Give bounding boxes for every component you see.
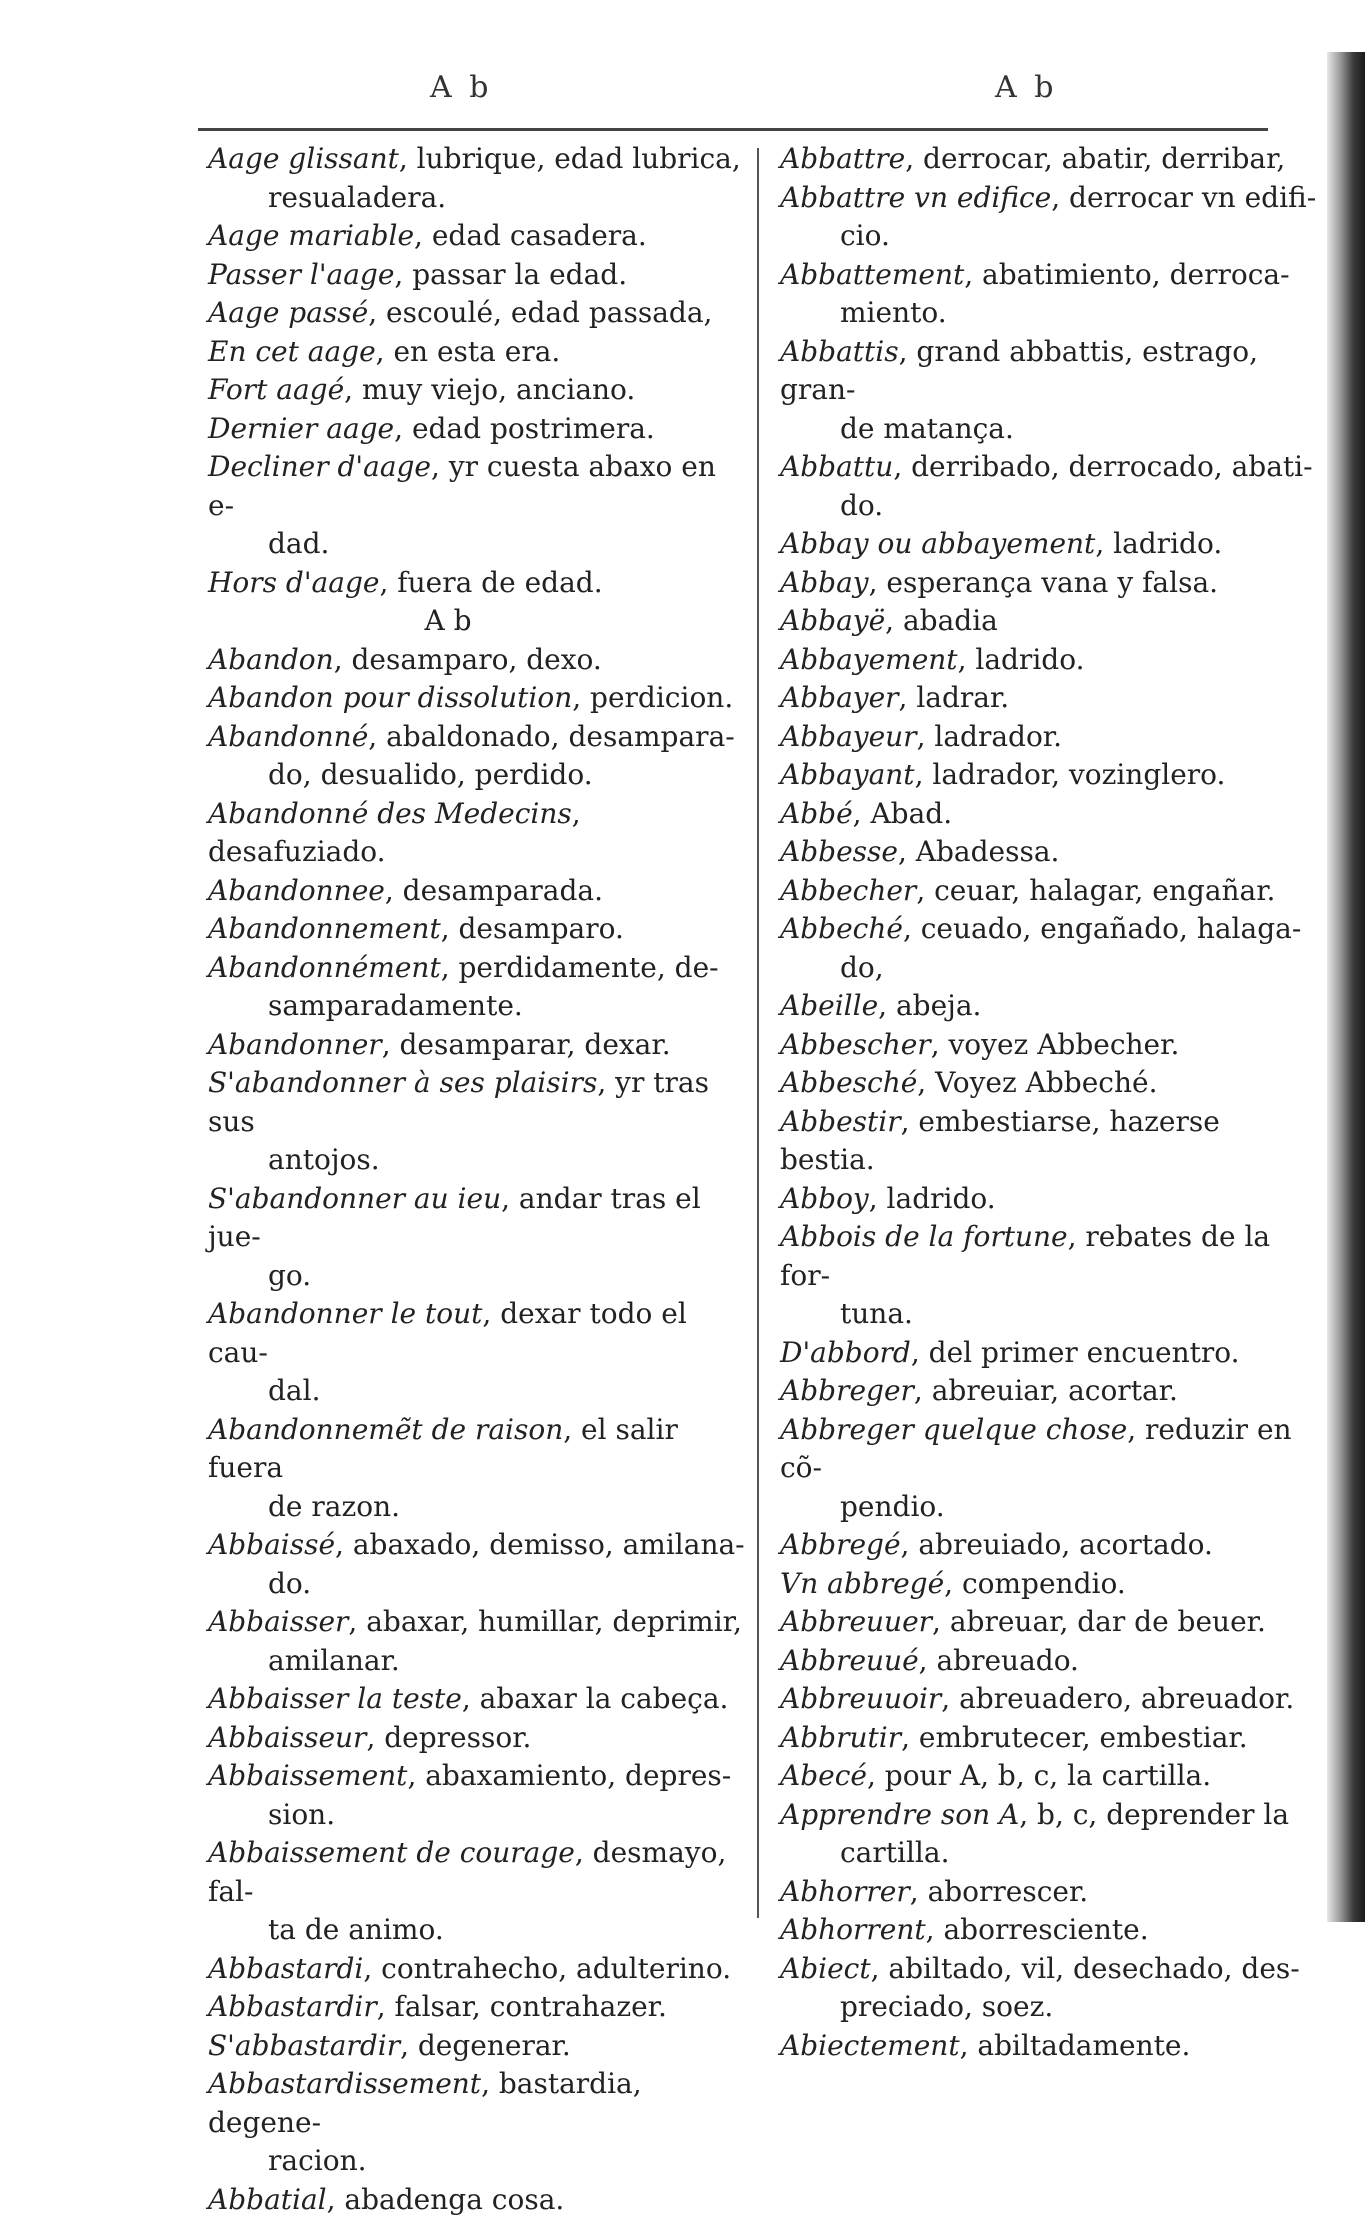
dictionary-entry: Abbastardi, contrahecho, adulterino. — [208, 1950, 748, 1989]
dictionary-entry: Abbay ou abbayement, ladrido. — [780, 525, 1320, 564]
dictionary-entry: Abandonnemẽt de raison, el salir fuera — [208, 1411, 748, 1488]
entry-continuation: amilanar. — [208, 1642, 748, 1681]
entry-continuation: miento. — [780, 294, 1320, 333]
dictionary-entry: Abandonnément, perdidamente, de- — [208, 949, 748, 988]
column-divider — [757, 148, 759, 1918]
entry-continuation: do. — [780, 487, 1320, 526]
dictionary-entry: Abandonnement, desamparo. — [208, 910, 748, 949]
dictionary-entry: Abandonnee, desamparada. — [208, 872, 748, 911]
entry-continuation: de razon. — [208, 1488, 748, 1527]
dictionary-entry: Abbattre vn edifice, derrocar vn edifi- — [780, 179, 1320, 218]
dictionary-entry: Abbecher, ceuar, halagar, engañar. — [780, 872, 1320, 911]
entry-continuation: antojos. — [208, 1141, 748, 1180]
dictionary-entry: Decliner d'aage, yr cuesta abaxo en e- — [208, 448, 748, 525]
dictionary-entry: Abbeché, ceuado, engañado, halaga- — [780, 910, 1320, 949]
dictionary-entry: Abbaisseur, depressor. — [208, 1719, 748, 1758]
dictionary-entry: Abbayant, ladrador, vozinglero. — [780, 756, 1320, 795]
dictionary-entry: Abandonner le tout, dexar todo el cau- — [208, 1295, 748, 1372]
dictionary-entry: Abbois de la fortune, rebates de la for- — [780, 1218, 1320, 1295]
entry-continuation: dad. — [208, 525, 748, 564]
dictionary-entry: Abbayer, ladrar. — [780, 679, 1320, 718]
dictionary-entry: Abbastardissement, bastardia, degene- — [208, 2065, 748, 2142]
dictionary-entry: Abandonner, desamparar, dexar. — [208, 1026, 748, 1065]
dictionary-entry: Abbattre, derrocar, abatir, derribar, — [780, 140, 1320, 179]
entry-continuation: ta de animo. — [208, 1911, 748, 1950]
header-rule — [198, 128, 1268, 131]
entry-continuation: racion. — [208, 2142, 748, 2181]
dictionary-entry: Abandonné des Medecins, desafuziado. — [208, 795, 748, 872]
dictionary-entry: Abbattis, grand abbattis, estrago, gran- — [780, 333, 1320, 410]
dictionary-entry: Aage passé, escoulé, edad passada, — [208, 294, 748, 333]
book-spine-shadow — [1327, 52, 1365, 1922]
dictionary-entry: Abeille, abeja. — [780, 987, 1320, 1026]
dictionary-entry: Abbreuué, abreuado. — [780, 1642, 1320, 1681]
dictionary-entry: Aage mariable, edad casadera. — [208, 217, 748, 256]
left-column — [208, 140, 748, 2219]
dictionary-entry: Abbaissement de courage, desmayo, fal- — [208, 1834, 748, 1911]
dictionary-entry: D'abbord, del primer encuentro. — [780, 1334, 1320, 1373]
entry-continuation: preciado, soez. — [780, 1988, 1320, 2027]
running-head-left: A b — [430, 70, 492, 105]
dictionary-entry: Abbay, esperança vana y falsa. — [780, 564, 1320, 603]
dictionary-entry: S'abandonner au ieu, andar tras el jue- — [208, 1180, 748, 1257]
dictionary-entry: Abbayë, abadia — [780, 602, 1320, 641]
dictionary-entry: Abbreger quelque chose, reduzir en cõ- — [780, 1411, 1320, 1488]
dictionary-entry: Abandonné, abaldonado, desampara- — [208, 718, 748, 757]
dictionary-entry: Passer l'aage, passar la edad. — [208, 256, 748, 295]
dictionary-entry: Abbatial, abadenga cosa. — [208, 2181, 748, 2219]
dictionary-entry: Abbayeur, ladrador. — [780, 718, 1320, 757]
dictionary-entry: Abbrutir, embrutecer, embestiar. — [780, 1719, 1320, 1758]
running-head-right: A b — [995, 70, 1057, 105]
entry-continuation: do, desualido, perdido. — [208, 756, 748, 795]
dictionary-entry: En cet aage, en esta era. — [208, 333, 748, 372]
entry-continuation: dal. — [208, 1372, 748, 1411]
dictionary-entry: Apprendre son A, b, c, deprender la — [780, 1796, 1320, 1835]
entry-continuation: cio. — [780, 217, 1320, 256]
dictionary-entry: Abandon pour dissolution, perdicion. — [208, 679, 748, 718]
entry-continuation: do. — [208, 1565, 748, 1604]
dictionary-entry: Abbreuuoir, abreuadero, abreuador. — [780, 1680, 1320, 1719]
dictionary-entry: Abbregé, abreuiado, acortado. — [780, 1526, 1320, 1565]
dictionary-entry: S'abbastardir, degenerar. — [208, 2027, 748, 2066]
dictionary-entry: Abandon, desamparo, dexo. — [208, 641, 748, 680]
dictionary-entry: Abbesse, Abadessa. — [780, 833, 1320, 872]
dictionary-entry: Dernier aage, edad postrimera. — [208, 410, 748, 449]
dictionary-entry: Abbreger, abreuiar, acortar. — [780, 1372, 1320, 1411]
dictionary-entry: S'abandonner à ses plaisirs, yr tras sus — [208, 1064, 748, 1141]
entry-continuation: cartilla. — [780, 1834, 1320, 1873]
dictionary-entry: Abbé, Abad. — [780, 795, 1320, 834]
dictionary-entry: Abboy, ladrido. — [780, 1180, 1320, 1219]
dictionary-entry: Abbaissement, abaxamiento, depres- — [208, 1757, 748, 1796]
dictionary-entry: Fort aagé, muy viejo, anciano. — [208, 371, 748, 410]
dictionary-entry: Aage glissant, lubrique, edad lubrica, — [208, 140, 748, 179]
dictionary-entry: Abbaisser la teste, abaxar la cabeça. — [208, 1680, 748, 1719]
dictionary-entry: Abbescher, voyez Abbecher. — [780, 1026, 1320, 1065]
dictionary-entry: Abbaissé, abaxado, demisso, amilana- — [208, 1526, 748, 1565]
dictionary-entry: Abbattement, abatimiento, derroca- — [780, 256, 1320, 295]
dictionary-entry: Abiectement, abiltadamente. — [780, 2027, 1320, 2066]
entry-continuation: resualadera. — [208, 179, 748, 218]
entry-continuation: samparadamente. — [208, 987, 748, 1026]
dictionary-entry: Abbaisser, abaxar, humillar, deprimir, — [208, 1603, 748, 1642]
entry-continuation: go. — [208, 1257, 748, 1296]
dictionary-entry: Abbesché, Voyez Abbeché. — [780, 1064, 1320, 1103]
dictionary-entry: Abbayement, ladrido. — [780, 641, 1320, 680]
dictionary-entry: Abbastardir, falsar, contrahazer. — [208, 1988, 748, 2027]
dictionary-entry: Abbestir, embestiarse, hazerse bestia. — [780, 1103, 1320, 1180]
dictionary-entry: Hors d'aage, fuera de edad. — [208, 564, 748, 603]
dictionary-entry: Abiect, abiltado, vil, desechado, des- — [780, 1950, 1320, 1989]
entry-continuation: pendio. — [780, 1488, 1320, 1527]
dictionary-entry: Abbreuuer, abreuar, dar de beuer. — [780, 1603, 1320, 1642]
entry-continuation: sion. — [208, 1796, 748, 1835]
dictionary-entry: Vn abbregé, compendio. — [780, 1565, 1320, 1604]
dictionary-entry: Abhorrent, aborresciente. — [780, 1911, 1320, 1950]
dictionary-entry: Abbattu, derribado, derrocado, abati- — [780, 448, 1320, 487]
entry-continuation: do, — [780, 949, 1320, 988]
entry-continuation: de matança. — [780, 410, 1320, 449]
dictionary-entry: Abecé, pour A, b, c, la cartilla. — [780, 1757, 1320, 1796]
section-heading: A b — [208, 602, 748, 641]
dictionary-entry: Abhorrer, aborrescer. — [780, 1873, 1320, 1912]
right-column — [780, 140, 1320, 2065]
entry-continuation: tuna. — [780, 1295, 1320, 1334]
